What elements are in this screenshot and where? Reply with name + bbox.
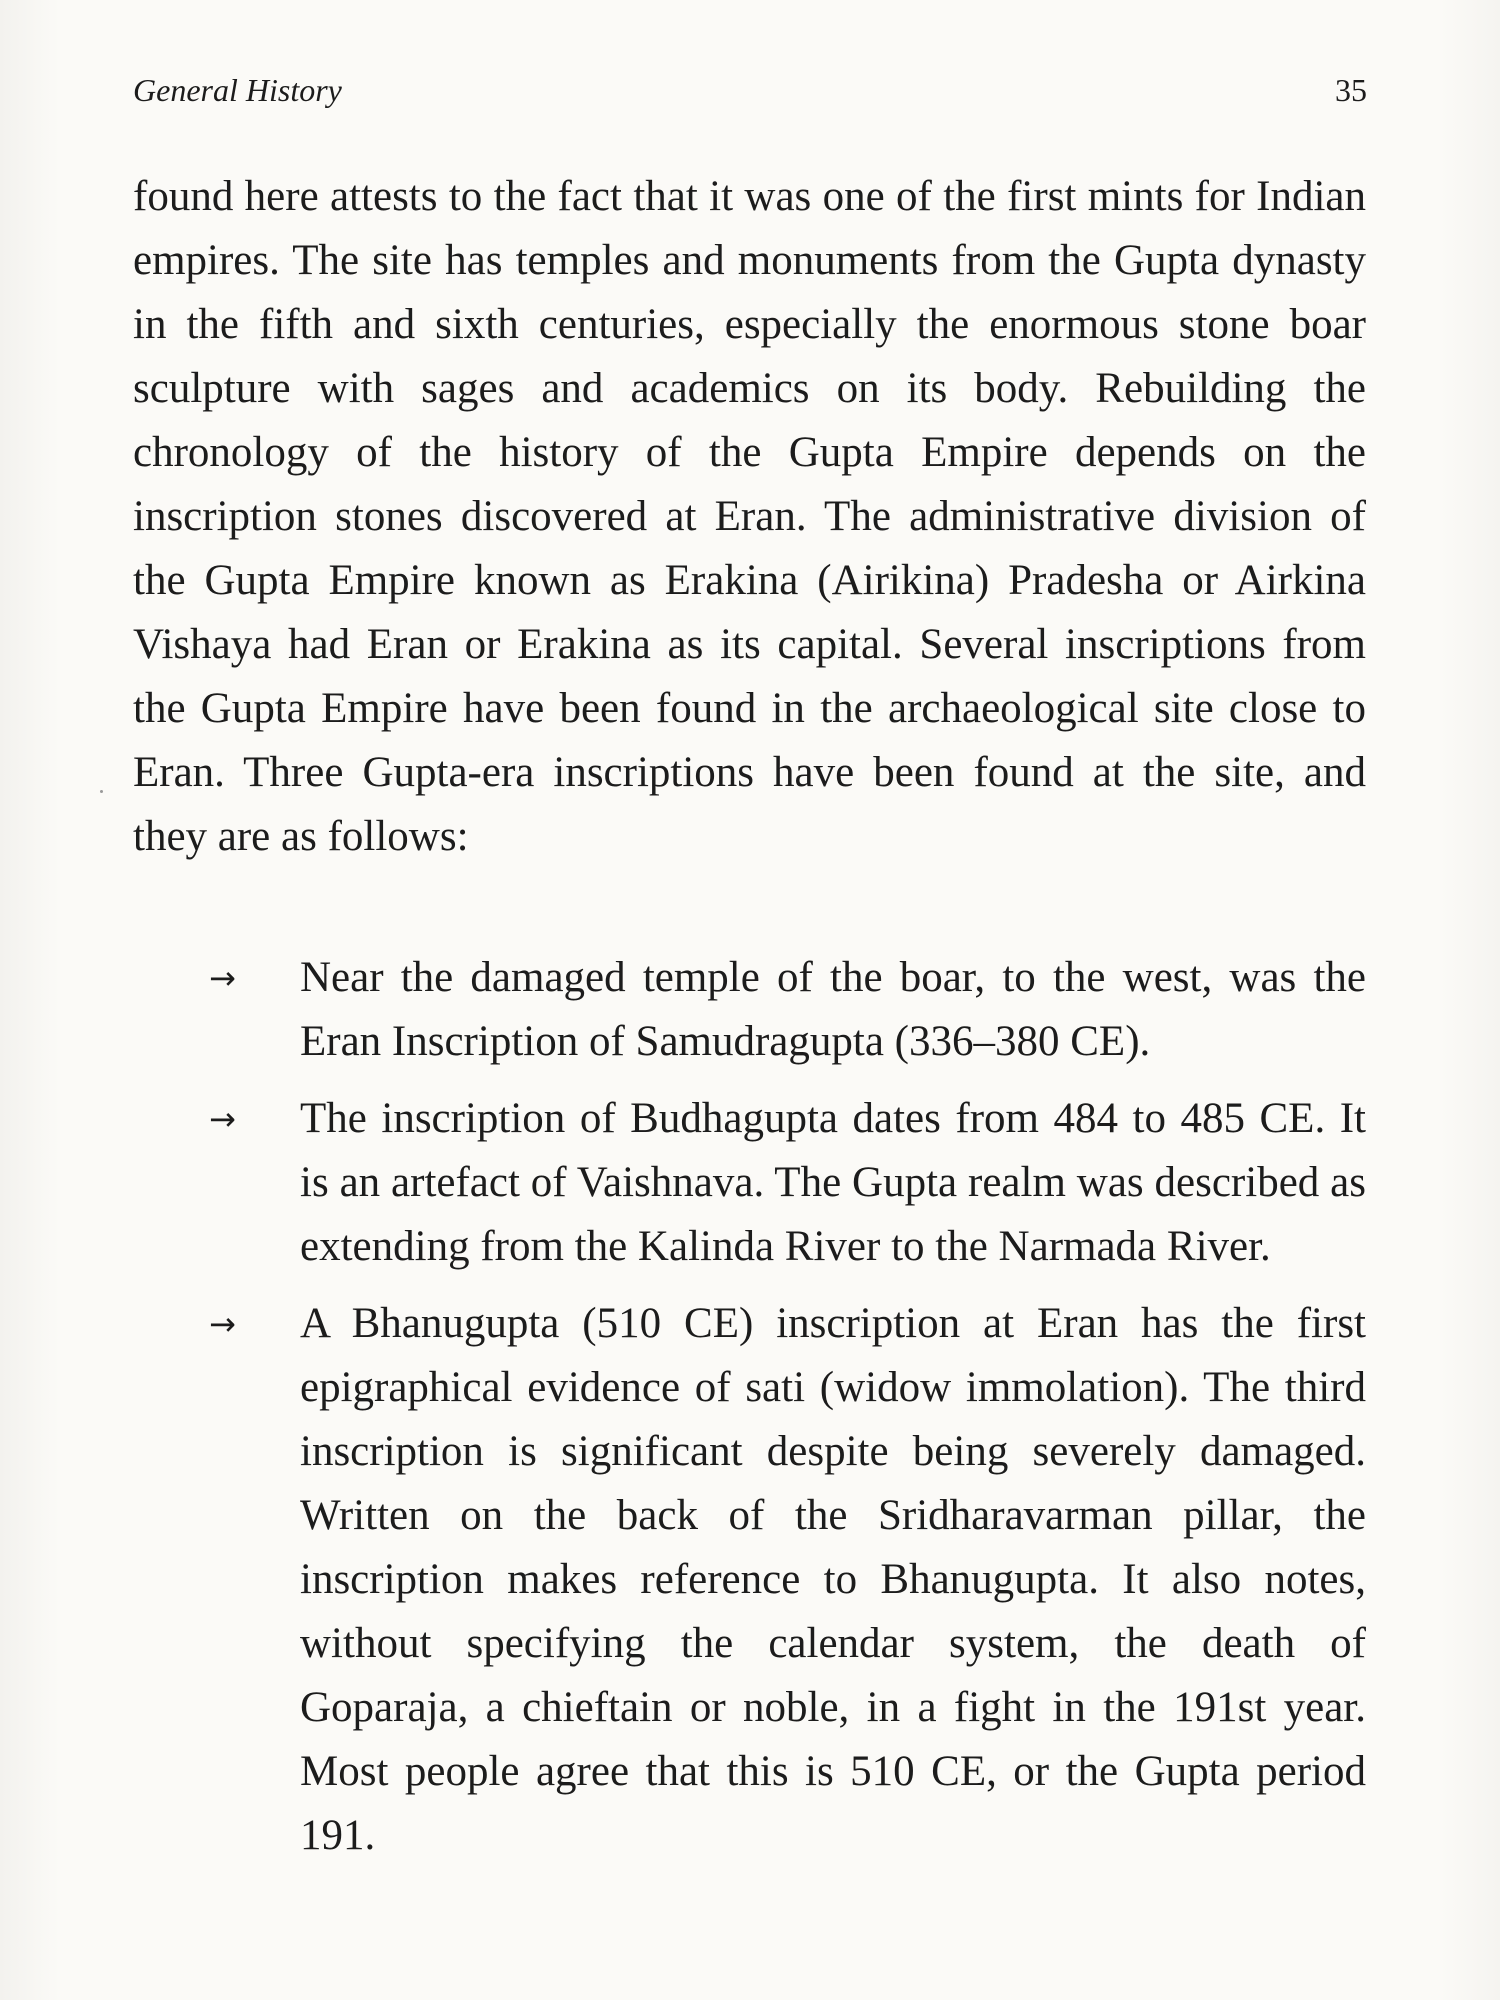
arrow-right-icon: → bbox=[209, 959, 236, 997]
list-item-samudragupta bbox=[133, 946, 1366, 1074]
margin-speck bbox=[100, 790, 103, 793]
inscription-list bbox=[133, 946, 1366, 1881]
list-item-text: Near the damaged temple of the boar, to the west, was the Eran Inscription of Samudragupta (336–380 CE). bbox=[300, 954, 1366, 1065]
running-header bbox=[133, 72, 1367, 116]
running-title: General History bbox=[133, 72, 342, 108]
arrow-right-icon: → bbox=[209, 1100, 236, 1138]
page-number: 35 bbox=[1335, 72, 1367, 108]
list-item-text: The inscription of Budhagupta dates from 484 to 485 CE. It is an artefact of Vaishnava. The Gupta realm was described as extending from the Kalinda River to the Narmada River. bbox=[300, 1095, 1366, 1270]
arrow-right-icon: → bbox=[209, 1305, 236, 1343]
list-item-text: A Bhanugupta (510 CE) inscription at Eran has the first epigraphical evidence of sati (widow immolation). The third inscription is significant despite being severely damaged. Written on the back of the Sridharavarman pillar, the inscription makes reference to Bhanugupta. It also notes, without specifying the calendar system, the death of Goparaja, a chieftain or noble, in a fight in the 191st year. Most people agree that this is 510 CE, or the Gupta period 191. bbox=[300, 1300, 1366, 1859]
body-paragraph: found here attests to the fact that it was one of the first mints for Indian empires. The site has temples and monuments from the Gupta dynasty in the fifth and sixth centuries, especially the enormous stone boar sculpture with sages and academics on its body. Rebuilding the chronology of the history of the Gupta Empire depends on the inscription stones discovered at Eran. The administrative division of the Gupta Empire known as Erakina (Airikina) Pradesha or Airkina Vishaya had Eran or Erakina as its capital. Several inscriptions from the Gupta Empire have been found in the archaeological site close to Eran. Three Gupta-era inscriptions have been found at the site, and they are as follows: bbox=[133, 173, 1366, 860]
list-item-budhagupta bbox=[133, 1087, 1366, 1279]
list-item-bhanugupta bbox=[133, 1292, 1366, 1868]
